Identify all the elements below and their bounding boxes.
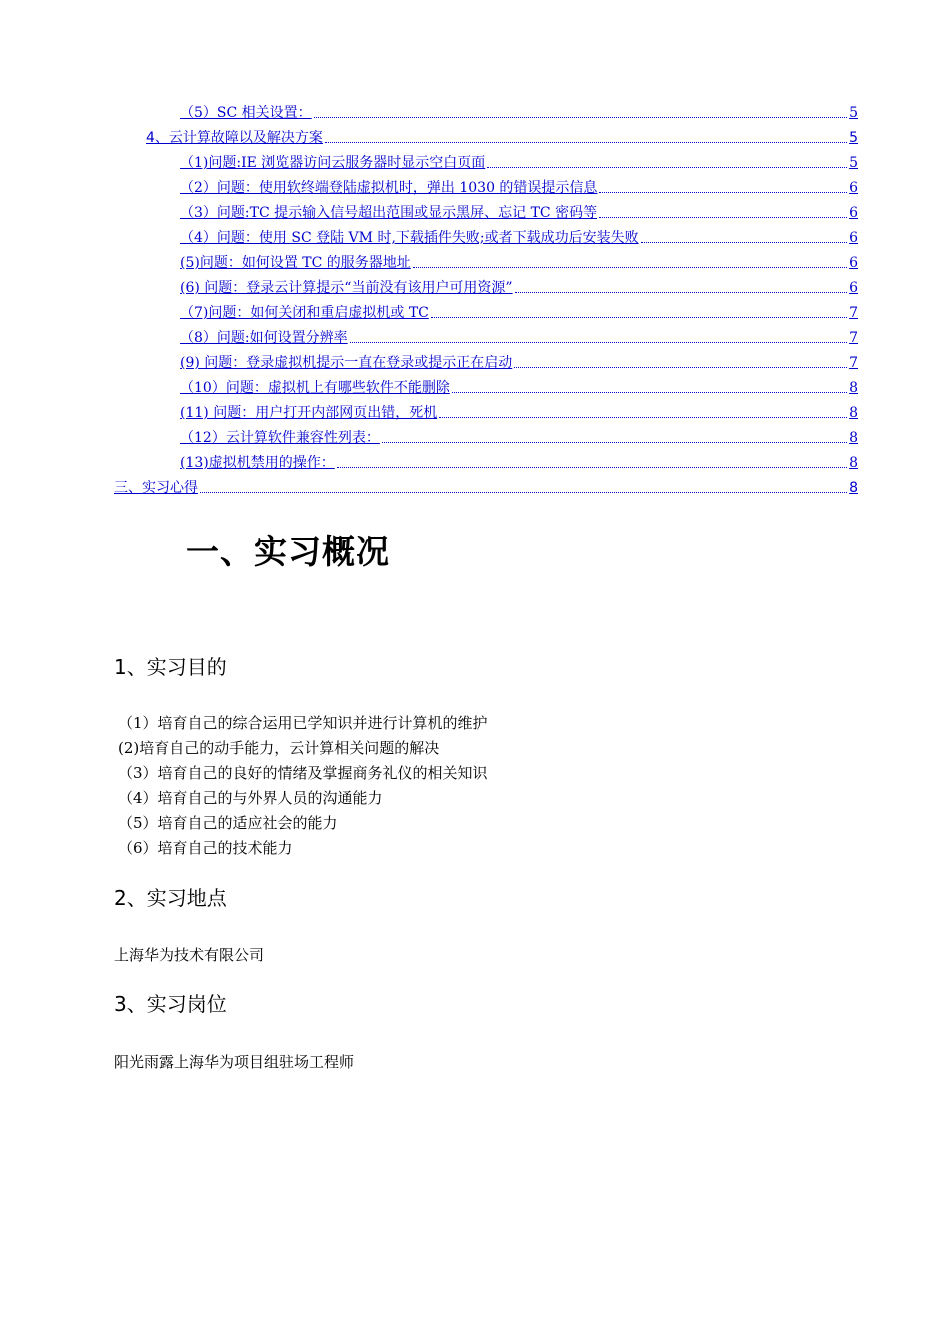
toc-entry-title: （7)问题：如何关闭和重启虚拟机或 TC: [180, 305, 429, 321]
toc-entry-page: 6: [849, 205, 858, 221]
list-item: （4）培育自己的与外界人员的沟通能力: [118, 789, 383, 807]
toc-entry-page: 8: [849, 455, 858, 471]
location-text: 上海华为技术有限公司: [114, 946, 265, 964]
toc-entry[interactable]: [180, 250, 858, 272]
toc-leader-dots: [487, 166, 847, 168]
toc-entry-page: 6: [849, 230, 858, 246]
toc-entry-page: 7: [849, 305, 858, 321]
section-heading-purpose: 1、实习目的: [114, 655, 227, 679]
toc-leader-dots: [439, 416, 847, 418]
toc-entry-title: (9) 问题：登录虚拟机提示一直在登录或提示正在启动: [180, 355, 513, 371]
toc-entry-title: （8）问题:如何设置分辨率: [180, 330, 348, 346]
toc-leader-dots: [431, 316, 847, 318]
toc-entry-page: 8: [849, 480, 858, 496]
toc-entry-title: （10）问题：虚拟机上有哪些软件不能删除: [180, 380, 450, 396]
toc-entry[interactable]: [180, 200, 858, 222]
toc-entry-title: （2）问题：使用软终端登陆虚拟机时，弹出 1030 的错误提示信息: [180, 180, 598, 196]
toc-entry[interactable]: [180, 325, 858, 347]
toc-entry[interactable]: [180, 450, 858, 472]
section-heading-location: 2、实习地点: [114, 886, 227, 910]
toc-entry-title: (6) 问题：登录云计算提示“当前没有该用户可用资源”: [180, 280, 513, 296]
toc-entry[interactable]: [180, 100, 858, 122]
toc-leader-dots: [350, 341, 847, 343]
toc-entry-title: 三、实习心得: [114, 480, 198, 496]
toc-entry-title: （4）问题：使用 SC 登陆 VM 时,下载插件失败;或者下载成功后安装失败: [180, 230, 639, 246]
toc-entry[interactable]: [180, 150, 858, 172]
position-text: 阳光雨露上海华为项目组驻场工程师: [114, 1053, 355, 1071]
toc-entry-page: 6: [849, 180, 858, 196]
toc-entry[interactable]: [180, 275, 858, 297]
toc-entry[interactable]: [114, 475, 858, 497]
toc-leader-dots: [413, 266, 847, 268]
section-heading-position: 3、实习岗位: [114, 992, 227, 1016]
toc-entry-title: （5）SC 相关设置：: [180, 105, 312, 121]
toc-entry-title: 4、云计算故障以及解决方案: [146, 130, 323, 146]
list-item: （5）培育自己的适应社会的能力: [118, 814, 338, 832]
toc-entry[interactable]: [180, 175, 858, 197]
toc-entry-title: （12）云计算软件兼容性列表：: [180, 430, 380, 446]
toc-leader-dots: [200, 491, 847, 493]
toc-leader-dots: [641, 241, 847, 243]
list-item: （1）培育自己的综合运用已学知识并进行计算机的维护: [118, 714, 488, 732]
toc-entry-title: （1)问题:IE 浏览器访问云服务器时显示空白页面: [180, 155, 486, 171]
toc-entry-page: 8: [849, 380, 858, 396]
toc-entry-page: 6: [849, 280, 858, 296]
toc-leader-dots: [599, 191, 847, 193]
toc-entry-title: （3）问题:TC 提示输入信号超出范围或显示黑屏、忘记 TC 密码等: [180, 205, 598, 221]
toc-entry[interactable]: [180, 375, 858, 397]
toc-leader-dots: [599, 216, 847, 218]
toc-entry-page: 5: [849, 105, 858, 121]
toc-entry[interactable]: [180, 225, 858, 247]
toc-leader-dots: [314, 116, 847, 118]
toc-entry-page: 5: [849, 130, 858, 146]
toc-entry-page: 6: [849, 255, 858, 271]
toc-entry-page: 8: [849, 430, 858, 446]
toc-leader-dots: [337, 466, 847, 468]
list-item: （6）培育自己的技术能力: [118, 839, 293, 857]
toc-entry[interactable]: [180, 425, 858, 447]
toc-entry-title: (13)虚拟机禁用的操作：: [180, 455, 335, 471]
toc-entry-page: 8: [849, 405, 858, 421]
toc-entry-title: (5)问题：如何设置 TC 的服务器地址: [180, 255, 411, 271]
toc-entry-title: (11) 问题：用户打开内部网页出错，死机: [180, 405, 438, 421]
list-item: （3）培育自己的良好的情绪及掌握商务礼仪的相关知识: [118, 764, 488, 782]
toc-leader-dots: [382, 441, 847, 443]
purpose-list: [118, 711, 488, 861]
toc-entry[interactable]: [180, 300, 858, 322]
toc-leader-dots: [515, 291, 847, 293]
toc-entry[interactable]: [180, 400, 858, 422]
toc-leader-dots: [452, 391, 847, 393]
toc-entry-page: 7: [849, 330, 858, 346]
list-item: (2)培育自己的动手能力，云计算相关问题的解决: [118, 739, 440, 757]
toc-entry[interactable]: [180, 350, 858, 372]
toc-leader-dots: [514, 366, 847, 368]
toc-entry-page: 5: [849, 155, 858, 171]
main-heading: 一、实习概况: [186, 532, 390, 571]
toc-leader-dots: [325, 141, 847, 143]
toc-entry-page: 7: [849, 355, 858, 371]
toc-entry[interactable]: [146, 125, 858, 147]
